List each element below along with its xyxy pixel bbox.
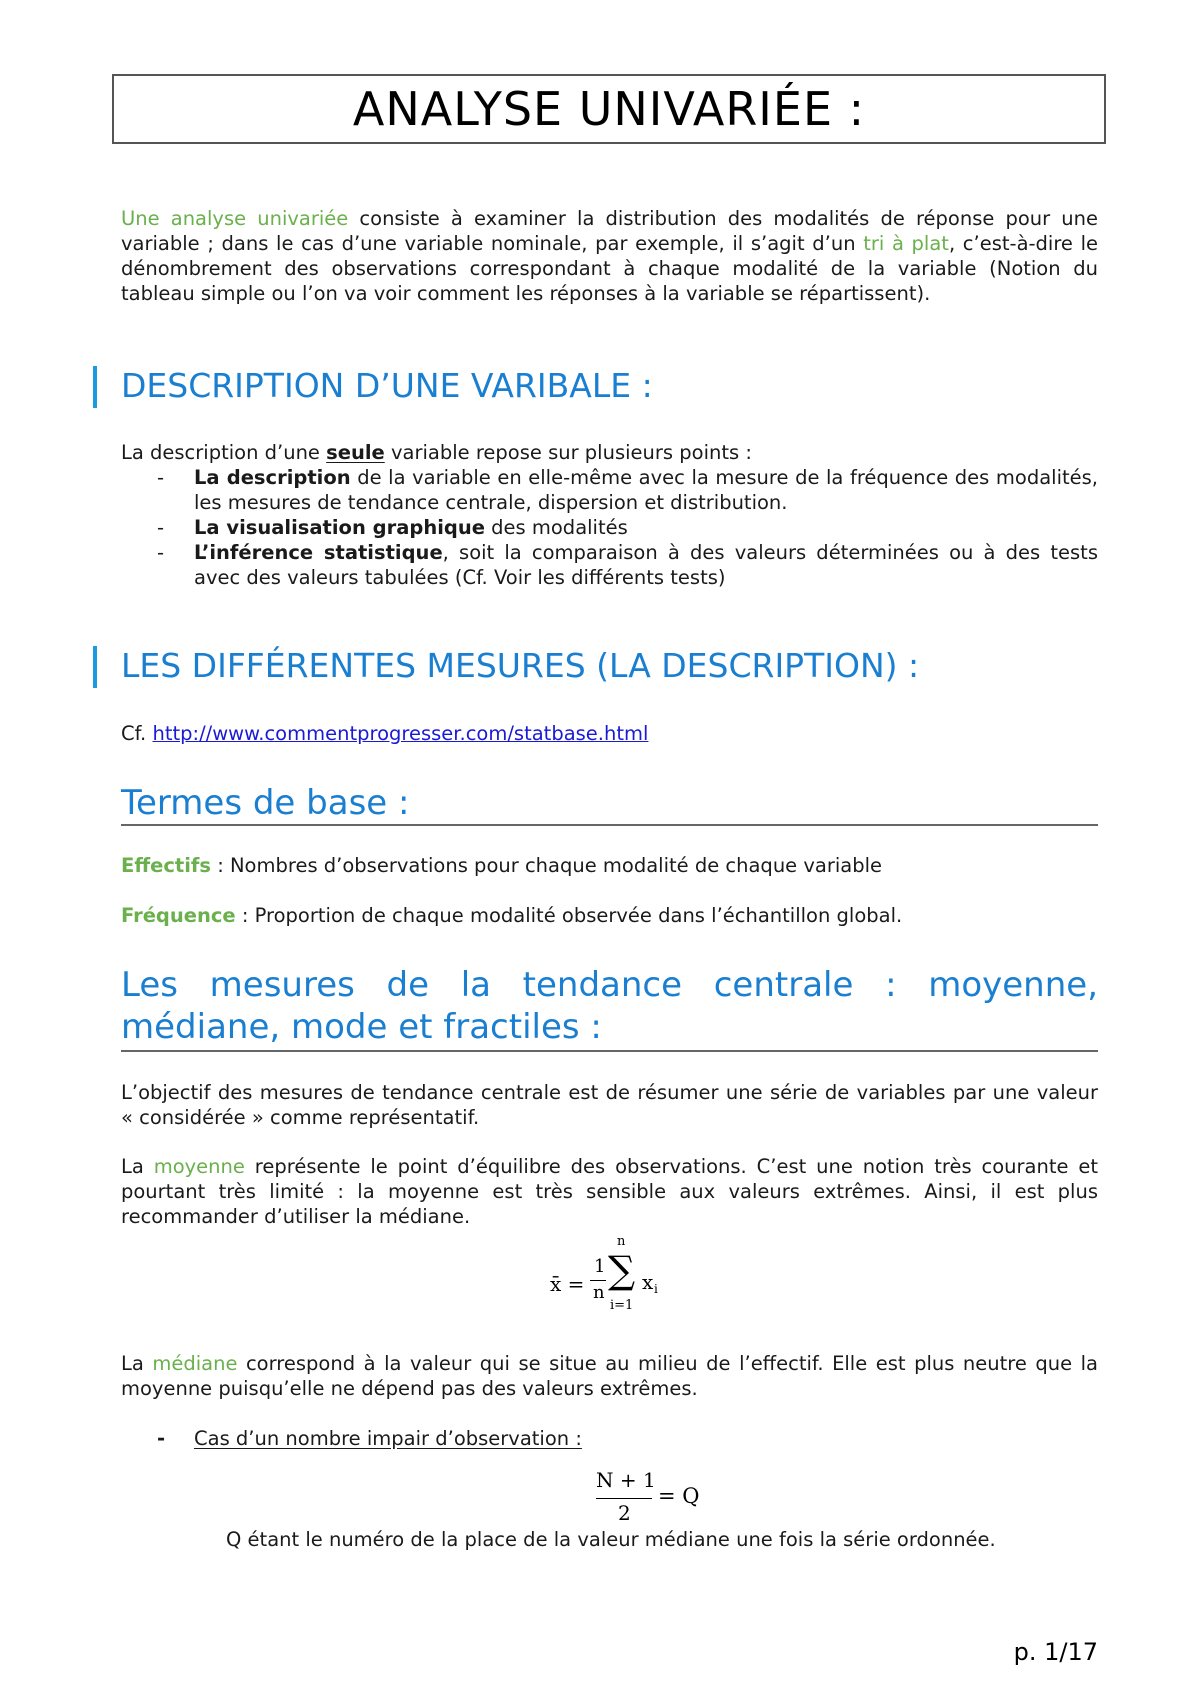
intro-paragraph	[121, 206, 1098, 306]
fraction-line	[590, 1280, 606, 1281]
formula-lhs: x̄ =	[550, 1272, 585, 1296]
moyenne-pre: La	[121, 1155, 154, 1178]
moyenne-term: moyenne	[153, 1155, 245, 1178]
intro-text-2: , c’est-à-dire le dénombrement des observations correspondant à chaque modalité de la variable (Notion du tableau simple ou l’on va voir comment les réponses à la variable se répartissent).	[121, 232, 1098, 305]
page-title: ANALYSE UNIVARIÉE :	[112, 74, 1106, 144]
statbase-link[interactable]: http://www.commentprogresser.com/statbase.html	[152, 722, 649, 745]
section-bar	[93, 366, 97, 408]
bullet-text: des modalités	[484, 516, 628, 539]
sum-upper-bound: n	[617, 1234, 626, 1249]
bullet-bold: La description	[194, 466, 351, 489]
cf-label: Cf.	[121, 722, 153, 745]
sum-lower-bound: i=1	[610, 1298, 634, 1313]
effectifs-definition	[121, 853, 1098, 878]
list-item	[121, 540, 1098, 590]
median-rhs: = Q	[658, 1484, 700, 1508]
section-heading-mesures: LES DIFFÉRENTES MESURES (LA DESCRIPTION) :	[121, 646, 920, 685]
section-bar	[93, 646, 97, 688]
bullet-dash: -	[157, 466, 165, 489]
list-item	[121, 515, 1098, 540]
intro-text-1: consiste à examiner la distribution des modalités de réponse pour une variable ; dans le cas d’une variable nominale, par exemple, il s’agit d’un	[121, 207, 1098, 255]
list-item	[121, 465, 1098, 515]
moyenne-paragraph	[121, 1154, 1098, 1229]
mediane-paragraph	[121, 1351, 1098, 1401]
lead-text: La description d’une	[121, 441, 327, 464]
list-item	[121, 1426, 1098, 1451]
bullet-dash: -	[157, 1427, 166, 1450]
moyenne-text: représente le point d’équilibre des observations. C’est une notion très courante et pourtant très limité : la moyenne est très sensible aux valeurs extrêmes. Ainsi, il est plus recommander d’utiliser la médiane.	[121, 1155, 1099, 1228]
q-explanation: Q étant le numéro de la place de la valeur médiane une fois la série ordonnée.	[226, 1528, 996, 1551]
fraction-line	[596, 1498, 652, 1499]
cas-impair-item	[121, 1426, 1098, 1451]
objectif-paragraph: L’objectif des mesures de tendance centrale est de résumer une série de variables par une valeur « considérée » comme représentatif.	[121, 1081, 1098, 1129]
description-lead	[121, 440, 1098, 465]
bullet-dash: -	[157, 541, 165, 564]
formula-fraction-num: 1	[594, 1256, 606, 1277]
bullet-dash: -	[157, 516, 165, 539]
effectifs-term: Effectifs	[121, 854, 211, 877]
median-formula	[596, 1468, 706, 1532]
formula-fraction-den: n	[593, 1282, 605, 1303]
heading-termes: Termes de base :	[121, 782, 1098, 826]
heading-tendance: Les mesures de la tendance centrale : moyenne, médiane, mode et fractiles :	[121, 964, 1098, 1052]
sum-symbol: ∑	[608, 1248, 636, 1292]
section-heading-description: DESCRIPTION D’UNE VARIBALE :	[121, 366, 653, 405]
intro-term: Une analyse univariée	[121, 207, 349, 230]
mediane-pre: La	[121, 1352, 153, 1375]
frequence-definition	[121, 903, 1098, 928]
page-number: p. 1/17	[1013, 1638, 1098, 1666]
intro-term-2: tri à plat	[863, 232, 949, 255]
formula-subscript: i	[654, 1282, 658, 1296]
bullet-bold: L’inférence statistique	[194, 541, 443, 564]
frequence-term: Fréquence	[121, 904, 236, 927]
median-fraction-den: 2	[618, 1501, 631, 1525]
effectifs-text: : Nombres d’observations pour chaque modalité de chaque variable	[211, 854, 883, 877]
lead-text-end: variable repose sur plusieurs points :	[384, 441, 752, 464]
bullet-text: , soit la comparaison à des valeurs déterminées ou à des tests avec des valeurs tabulées (Cf. Voir les différents tests)	[194, 541, 1098, 589]
cas-label: Cas d’un nombre impair d’observation :	[194, 1427, 582, 1450]
mediane-text: correspond à la valeur qui se situe au milieu de l’effectif. Elle est plus neutre que la moyenne puisqu’elle ne dépend pas des valeurs extrêmes.	[121, 1352, 1098, 1400]
mean-formula	[550, 1234, 680, 1330]
bullet-text: de la variable en elle-même avec la mesure de la fréquence des modalités, les mesures de tendance centrale, dispersion et distribution.	[194, 466, 1098, 514]
lead-emphasis: seule	[326, 441, 385, 464]
bullet-bold: La visualisation graphique	[194, 516, 485, 539]
mediane-term: médiane	[152, 1352, 238, 1375]
median-fraction-num: N + 1	[596, 1468, 656, 1492]
formula-term: x	[642, 1270, 654, 1294]
description-section	[121, 440, 1098, 590]
cf-line	[121, 721, 1098, 746]
frequence-text: : Proportion de chaque modalité observée dans l’échantillon global.	[235, 904, 903, 927]
